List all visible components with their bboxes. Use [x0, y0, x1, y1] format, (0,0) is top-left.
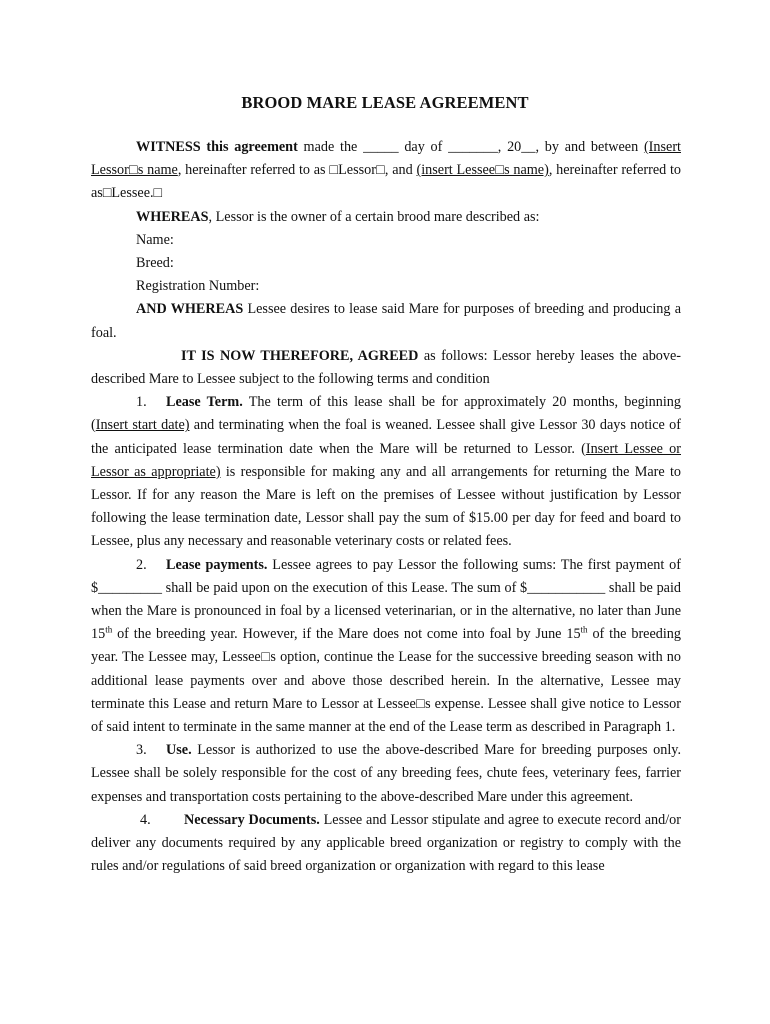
lessee-name-placeholder: (insert Lessee□s name): [416, 162, 549, 179]
section-1-text-3: is responsible for making any and all arrangements for returning the Mare to Lessor. If for any reason the Mare is left on the premises of Lessee without justification by Lessor following the lease termination date, Lessor shall pay the sum of $15.00 per day for feed and board to Lessee, plus any necessary and reasonable veterinary costs or related fees.: [91, 463, 681, 550]
section-4-heading: Necessary Documents.: [184, 811, 320, 828]
therefore-text: as follows: Lessor hereby leases the above-described Mare to Lessee subject to the following terms and condition: [91, 347, 681, 388]
party-placeholder: Insert Lessee or Lessor as appropriate): [91, 440, 681, 480]
section-1-number: 1.: [136, 394, 147, 411]
section-4-necessary-documents: [91, 809, 681, 879]
lessor-name-placeholder: (Insert Lessor□s name: [91, 139, 681, 179]
section-3-heading: Use.: [166, 742, 192, 759]
field-registration-label: Registration Number:: [136, 278, 260, 295]
field-name-label: Name:: [136, 231, 174, 248]
whereas-text: , Lessor is the owner of a certain brood mare described as:: [208, 208, 540, 225]
and-whereas-text: Lessee desires to lease said Mare for purposes of breeding and producing a foal.: [91, 301, 681, 341]
section-2-sup-2: th: [580, 624, 588, 635]
witness-paragraph: [91, 136, 681, 206]
section-3-use: [91, 739, 681, 809]
whereas-lead: WHEREAS: [136, 208, 209, 225]
section-3-text: Lessor is authorized to use the above-described Mare for breeding purposes only. Lessee shall be solely responsible for the cost of any breeding fees, chute fees, veterinary fees, farrier expenses and transportation costs pertaining to the above-described Mare under this agreement.: [91, 742, 681, 805]
start-date-placeholder: Insert start date): [95, 417, 190, 434]
and-whereas-paragraph: [91, 298, 681, 344]
document-title: BROOD MARE LEASE AGREEMENT: [241, 93, 529, 112]
therefore-paragraph: [91, 345, 681, 391]
section-1-text-1: The term of this lease shall be for approximately 20 months, beginning (: [91, 394, 681, 434]
section-2-heading: Lease payments.: [166, 556, 268, 573]
whereas-paragraph: [91, 206, 681, 229]
section-1-text-2: and terminating when the foal is weaned. Lessee shall give Lessor 30 days notice of the anticipated lease termination date when the Mare will be returned to Lessor. (: [91, 417, 681, 457]
section-4-text: Lessee and Lessor stipulate and agree to execute record and/or deliver any documents required by any applicable breed organization or registry to comply with the rules and/or regulations of said breed organization or organization with regard to this lease: [91, 811, 681, 875]
section-1-heading: Lease Term.: [166, 394, 243, 411]
witness-text-2: , hereinafter referred to as □Lessor□, and: [177, 162, 417, 179]
section-2-text-1: Lessee agrees to pay Lessor the following sums: The first payment of $_________ shall be paid upon on the execution of this Lease. The sum of $___________ shall be paid when the Mare is pronounced in foal by a licensed veterinarian, or in the alternative, no later than June 15: [91, 556, 681, 643]
field-breed-label: Breed:: [136, 255, 174, 272]
section-2-sup-1: th: [105, 624, 113, 635]
section-2-text-2: of the breeding year. However, if the Mare does not come into foal by June 15: [112, 626, 581, 643]
section-4-number: 4.: [140, 811, 151, 828]
witness-text-1: made the _____ day of _______, 20__, by and between: [297, 139, 644, 155]
section-3-number: 3.: [136, 742, 147, 759]
section-2-text-3: of the breeding year. The Lessee may, Lessee□s option, continue the Lease for the successive breeding season with no additional lease payments over and above those described herein. In the alternative, Lessee may terminate this Lease and return Mare to Lessor at Lessee□s expense. Lessee shall give notice to Lessor of said intent to terminate in the same manner at the end of the Lease term as described in Paragraph 1.: [91, 626, 681, 736]
document-body: [91, 136, 681, 879]
section-2-lease-payments: [91, 554, 681, 740]
section-1-lease-term: [91, 391, 681, 553]
witness-text-3: , hereinafter referred to as□Lessee.□: [91, 162, 682, 202]
section-2-number: 2.: [136, 556, 147, 573]
and-whereas-lead: AND WHEREAS: [136, 301, 244, 318]
witness-lead: WITNESS this agreement: [136, 139, 298, 155]
therefore-lead: IT IS NOW THEREFORE, AGREED: [181, 347, 419, 364]
